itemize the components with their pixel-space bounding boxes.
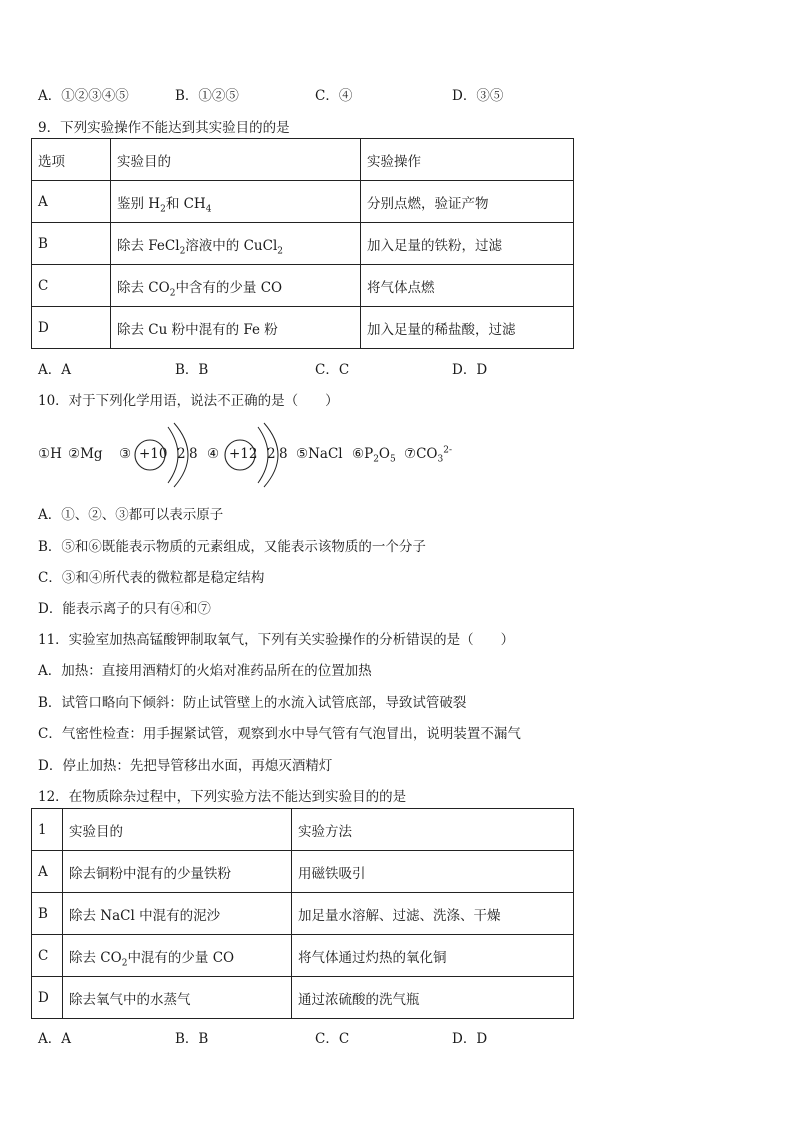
electron-count-4-shell2: 8 [279, 446, 288, 462]
q12-row-b-purpose: 除去 NaCl 中混有的泥沙 [63, 893, 292, 935]
q10-choice-c: C．③和④所代表的微粒都是稳定结构 [38, 570, 265, 586]
q9-header-option: 选项 [32, 139, 111, 181]
q12-row-a-purpose: 除去铜粉中混有的少量铁粉 [63, 851, 292, 893]
symbol-carbonate: $⑦CO_3^{2-}$ [404, 445, 453, 465]
q10-stem: 10．对于下列化学用语，说法不正确的是（ ） [38, 393, 339, 409]
q9-table [31, 138, 574, 349]
q12-option-c: C．C [315, 1031, 350, 1047]
q12-option-d: D．D [452, 1031, 488, 1047]
table-row [32, 851, 574, 893]
q12-row-b-method: 加足量水溶解、过滤、洗涤、干燥 [292, 893, 574, 935]
q9-row-b-option: B [32, 223, 111, 265]
q12-row-d-method: 通过浓硫酸的洗气瓶 [292, 977, 574, 1019]
q12-row-a-option: A [32, 851, 63, 893]
q9-row-b-operation: 加入足量的铁粉，过滤 [361, 223, 574, 265]
q9-options [38, 358, 638, 376]
q8-option-c: C．④ [315, 88, 353, 104]
table-row [32, 935, 574, 977]
symbol-nacl: ⑤NaCl [296, 446, 343, 462]
q10-choice-d: D．能表示离子的只有④和⑦ [38, 601, 211, 617]
table-row [32, 307, 574, 349]
symbol-4-label: ④ [207, 446, 220, 462]
q12-option-b: B．B [175, 1031, 209, 1047]
q9-row-a-option: A [32, 181, 111, 223]
q12-table [31, 808, 574, 1019]
q11-stem: 11．实验室加热高锰酸钾制取氧气，下列有关实验操作的分析错误的是（ ） [38, 632, 515, 648]
q9-row-c-option: C [32, 265, 111, 307]
q9-row-d-operation: 加入足量的稀盐酸，过滤 [361, 307, 574, 349]
q9-row-a-operation: 分别点燃，验证产物 [361, 181, 574, 223]
q9-option-a: A．A [38, 362, 71, 378]
q12-row-a-method: 用磁铁吸引 [292, 851, 574, 893]
q12-options [38, 1027, 638, 1045]
q12-row-c-purpose: 除去 $CO_2$中混有的少量 CO [63, 935, 292, 977]
q11-choice-d: D．停止加热：先把导管移出水面，再熄灭酒精灯 [38, 758, 333, 774]
symbol-p2o5: $⑥P_2O_5$ [352, 446, 396, 465]
q12-row-c-method: 将气体通过灼热的氧化铜 [292, 935, 574, 977]
q12-row-d-option: D [32, 977, 63, 1019]
q9-header-purpose: 实验目的 [111, 139, 361, 181]
q9-row-c-purpose: 除去 $CO_2$中含有的少量 CO [111, 265, 361, 307]
table-row [32, 977, 574, 1019]
table-row [32, 893, 574, 935]
q9-header-operation: 实验操作 [361, 139, 574, 181]
q12-header-option: 1 [32, 809, 63, 851]
q9-row-a-purpose: 鉴别 $H_2$和 $CH_4$ [111, 181, 361, 223]
q10-chemical-symbols [38, 421, 758, 489]
q9-option-c: C．C [315, 362, 350, 378]
q10-choice-b: B．⑤和⑥既能表示物质的元素组成，又能表示该物质的一个分子 [38, 539, 426, 555]
q9-row-d-option: D [32, 307, 111, 349]
symbol-3-label: ③ [119, 446, 132, 462]
electron-count-4-shell1: 2 [267, 446, 276, 462]
q12-row-d-purpose: 除去氧气中的水蒸气 [63, 977, 292, 1019]
q9-stem: 9．下列实验操作不能达到其实验目的的是 [38, 120, 290, 136]
q8-option-d: D．③⑤ [452, 88, 504, 104]
q9-row-d-purpose: 除去 Cu 粉中混有的 Fe 粉 [111, 307, 361, 349]
q10-choice-a: A．①、②、③都可以表示原子 [38, 507, 224, 523]
q8-option-a: A．①②③④⑤ [38, 88, 129, 104]
electron-count-3-shell1: 2 [177, 446, 186, 462]
q9-option-b: B．B [175, 362, 209, 378]
q8-option-b: B．①②⑤ [175, 88, 239, 104]
table-row [32, 223, 574, 265]
q11-choice-c: C．气密性检查：用手握紧试管，观察到水中导气管有气泡冒出，说明装置不漏气 [38, 726, 521, 742]
electron-count-3-shell2: 8 [189, 446, 198, 462]
q8-options [38, 84, 638, 102]
q12-option-a: A．A [38, 1031, 71, 1047]
q12-row-c-option: C [32, 935, 63, 977]
q12-header-purpose: 实验目的 [63, 809, 292, 851]
symbol-mg: ②Mg [68, 446, 103, 462]
nucleus-charge-3: +10 [139, 446, 168, 462]
q9-row-c-operation: 将气体点燃 [361, 265, 574, 307]
q12-row-b-option: B [32, 893, 63, 935]
q9-row-b-purpose: 除去 FeCl$_2$溶液中的 CuCl$_2$ [111, 223, 361, 265]
symbol-h: ①H [38, 446, 62, 462]
q12-header-method: 实验方法 [292, 809, 574, 851]
table-row [32, 809, 574, 851]
q9-option-d: D．D [452, 362, 488, 378]
nucleus-charge-4: +12 [229, 446, 258, 462]
q11-choice-a: A．加热：直接用酒精灯的火焰对准药品所在的位置加热 [38, 663, 372, 679]
table-row [32, 265, 574, 307]
table-row [32, 139, 574, 181]
table-row [32, 181, 574, 223]
q12-stem: 12．在物质除杂过程中，下列实验方法不能达到实验目的的是 [38, 789, 407, 805]
q11-choice-b: B．试管口略向下倾斜：防止试管壁上的水流入试管底部，导致试管破裂 [38, 695, 467, 711]
